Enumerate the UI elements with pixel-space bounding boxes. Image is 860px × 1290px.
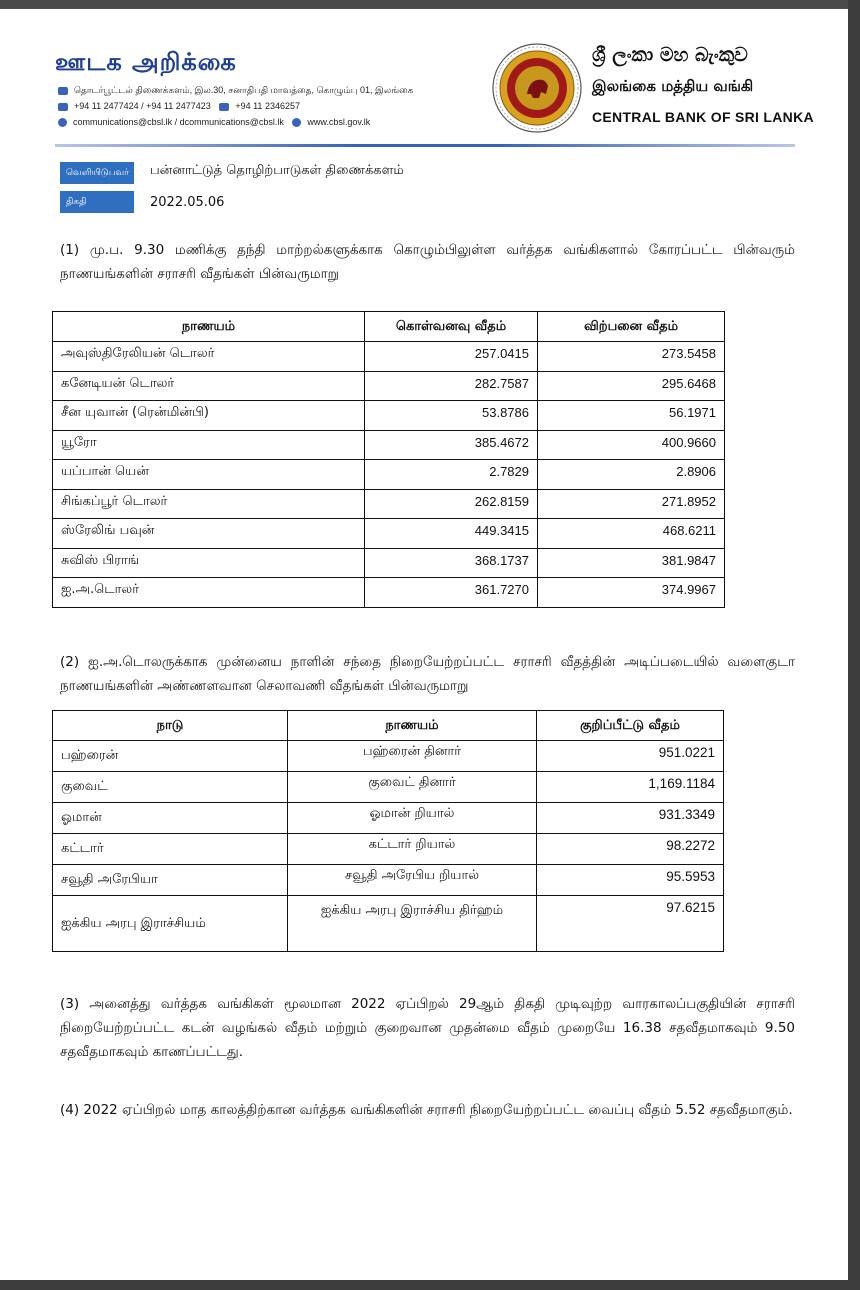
table-row xyxy=(53,460,725,490)
selling-rate-cell: 273.5458 xyxy=(538,342,725,372)
column-header: நாணயம் xyxy=(53,312,365,342)
cbsl-seal-icon xyxy=(491,42,583,134)
selling-rate-cell: 374.9967 xyxy=(538,578,725,608)
table-row xyxy=(53,371,725,401)
table-row xyxy=(53,741,724,772)
exchange-rates-table xyxy=(52,311,725,608)
buying-rate-cell: 257.0415 xyxy=(365,342,538,372)
indicative-rate-cell: 95.5953 xyxy=(537,865,724,896)
country-cell: ஐக்கிய அரபு இராச்சியம் xyxy=(53,896,288,952)
buying-rate-cell: 262.8159 xyxy=(365,489,538,519)
column-header: நாடு xyxy=(53,711,288,741)
table-row xyxy=(53,865,724,896)
bank-name-sinhala: ශ්‍රී ලංකා මහ බැංකුව xyxy=(592,44,748,66)
viewer-scrollbar[interactable] xyxy=(848,0,860,1290)
country-cell: சவூதி அரேபியா xyxy=(53,865,288,896)
buying-rate-cell: 361.7270 xyxy=(365,578,538,608)
issued-by-value: பன்னாட்டுத் தொழிற்பாடுகள் திணைக்களம் xyxy=(150,163,404,178)
contact-online xyxy=(58,117,370,127)
currency-cell: ஐக்கிய அரபு இராச்சிய திர்ஹம் xyxy=(288,896,537,952)
issued-by-label: வெளியிடுபவர் xyxy=(60,162,134,184)
currency-cell: ஸ்ரேலிங் பவுன் xyxy=(53,519,365,549)
currency-cell: ஓமான் றியால் xyxy=(288,803,537,834)
buying-rate-cell: 282.7587 xyxy=(365,371,538,401)
currency-cell: கட்டார் றியால் xyxy=(288,834,537,865)
table-row xyxy=(53,803,724,834)
contact-phones: +94 11 2477424 / +94 11 2477423 +94 11 2346257 xyxy=(58,101,300,111)
table-row xyxy=(53,896,724,952)
buying-rate-cell: 2.7829 xyxy=(365,460,538,490)
selling-rate-cell: 271.8952 xyxy=(538,489,725,519)
gulf-currency-table xyxy=(52,710,724,952)
mail-icon xyxy=(58,87,68,95)
header-divider xyxy=(55,144,795,147)
viewer-bottom-bar xyxy=(0,1280,860,1290)
indicative-rate-cell: 97.6215 xyxy=(537,896,724,952)
currency-cell: சிங்கப்பூர் டொலர் xyxy=(53,489,365,519)
column-header: நாணயம் xyxy=(288,711,537,741)
selling-rate-cell: 56.1971 xyxy=(538,401,725,431)
table-row xyxy=(53,401,725,431)
viewer-top-bar xyxy=(0,0,860,9)
currency-cell: சவூதி அரேபிய றியால் xyxy=(288,865,537,896)
date-label: திகதி xyxy=(60,191,134,213)
selling-rate-cell: 295.6468 xyxy=(538,371,725,401)
table-row xyxy=(53,772,724,803)
currency-cell: சுவிஸ் பிராங் xyxy=(53,548,365,578)
currency-cell: ஐ.அ.டொலர் xyxy=(53,578,365,608)
buying-rate-cell: 385.4672 xyxy=(365,430,538,460)
section-1-text: (1) மு.ப. 9.30 மணிக்கு தந்தி மாற்றல்களுக்காக கொழும்பிலுள்ள வர்த்தக வங்கிகளால் கோரப்பட்ட பின்வரும் நாணயங்களின் சராசரி வீதங்கள் பின்வருமாறு xyxy=(60,242,795,282)
section-2-text: (2) ஐ.அ.டொலருக்காக முன்னைய நாளின் சந்தை நிறையேற்றப்பட்ட சராசரி வீதத்தின் அடிப்படையில் வளைகுடா நாணயங்களின் அண்ணளவான செலாவணி வீதங்கள் பின்வருமாறு xyxy=(60,654,795,694)
currency-cell: யூரோ xyxy=(53,430,365,460)
bank-name-tamil: இலங்கை மத்திய வங்கி xyxy=(592,77,754,95)
fax-icon xyxy=(219,103,229,111)
column-header: கொள்வனவு வீதம் xyxy=(365,312,538,342)
web-icon xyxy=(292,118,301,127)
table-row xyxy=(53,834,724,865)
table-row xyxy=(53,519,725,549)
section-4-text: (4) 2022 ஏப்பிறல் மாத காலத்திற்கான வர்த்தக வங்கிகளின் சராசரி நிறையேற்றப்பட்ட வைப்பு வீதம் 5.52 சதவீதமாகும். xyxy=(60,1102,793,1118)
phone-icon xyxy=(58,103,68,111)
buying-rate-cell: 449.3415 xyxy=(365,519,538,549)
table-row xyxy=(53,489,725,519)
currency-cell: சீன யுவான் (ரென்மின்பி) xyxy=(53,401,365,431)
section-3-text: (3) அனைத்து வர்த்தக வங்கிகள் மூலமான 2022 ஏப்பிறல் 29ஆம் திகதி முடிவுற்ற வாரகாலப்பகுதியின் சராசரி நிறையேற்றப்பட்ட கடன் வழங்கல் வீதம் மற்றும் குறைவான முதன்மை வீதம் முறையே 16.38 சதவீதமாகவும் 9.50 சதவீதமாகவும் காணப்பட்டது. xyxy=(60,996,795,1060)
currency-cell: குவைட் தினார் xyxy=(288,772,537,803)
website-link[interactable]: www.cbsl.gov.lk xyxy=(307,117,371,127)
indicative-rate-cell: 951.0221 xyxy=(537,741,724,772)
country-cell: குவைட் xyxy=(53,772,288,803)
email-link[interactable]: communications@cbsl.lk / dcommunications@cbsl.lk xyxy=(73,117,284,127)
country-cell: பஹ்ரைன் xyxy=(53,741,288,772)
currency-cell: கனேடியன் டொலர் xyxy=(53,371,365,401)
currency-cell: அவுஸ்திரேலியன் டொலர் xyxy=(53,342,365,372)
selling-rate-cell: 2.8906 xyxy=(538,460,725,490)
contact-address: தொடர்பூட்டல் திணைக்களம், இல.30, சனாதிபதி மாவத்தை, கொழும்பு 01, இலங்கை xyxy=(58,85,413,97)
currency-cell: யப்பான் யென் xyxy=(53,460,365,490)
currency-cell: பஹ்ரைன் தினார் xyxy=(288,741,537,772)
country-cell: கட்டார் xyxy=(53,834,288,865)
buying-rate-cell: 368.1737 xyxy=(365,548,538,578)
buying-rate-cell: 53.8786 xyxy=(365,401,538,431)
table-row xyxy=(53,548,725,578)
country-cell: ஓமான் xyxy=(53,803,288,834)
email-icon xyxy=(58,118,67,127)
indicative-rate-cell: 98.2272 xyxy=(537,834,724,865)
date-value: 2022.05.06 xyxy=(150,195,225,210)
table-row xyxy=(53,342,725,372)
indicative-rate-cell: 931.3349 xyxy=(537,803,724,834)
selling-rate-cell: 468.6211 xyxy=(538,519,725,549)
table-header-row xyxy=(53,711,724,741)
bank-name-english: CENTRAL BANK OF SRI LANKA xyxy=(592,109,814,125)
column-header: விற்பனை வீதம் xyxy=(538,312,725,342)
indicative-rate-cell: 1,169.1184 xyxy=(537,772,724,803)
press-release-title: ஊடக அறிக்கை xyxy=(55,48,237,76)
table-row xyxy=(53,430,725,460)
selling-rate-cell: 400.9660 xyxy=(538,430,725,460)
table-row xyxy=(53,578,725,608)
table-header-row xyxy=(53,312,725,342)
column-header: குறிப்பீட்டு வீதம் xyxy=(537,711,724,741)
selling-rate-cell: 381.9847 xyxy=(538,548,725,578)
